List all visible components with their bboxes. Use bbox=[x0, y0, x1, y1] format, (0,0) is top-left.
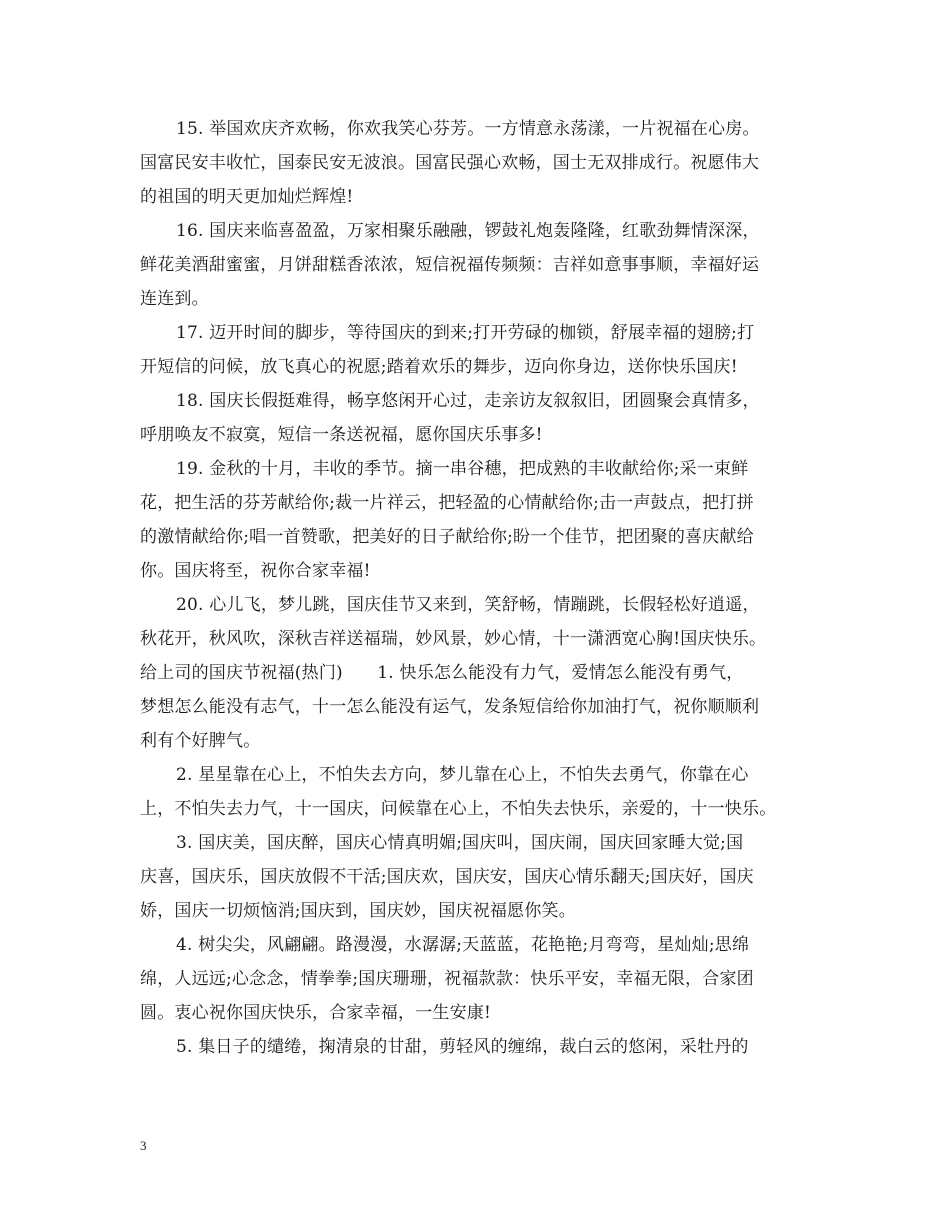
text-line-22: 3. 国庆美，国庆醉，国庆心情真明媚;国庆叫，国庆闹，国庆回家睡大觉;国 bbox=[176, 833, 744, 853]
text-line-6: 连连到。 bbox=[140, 289, 209, 309]
text-line-8: 开短信的问候，放飞真心的祝愿;踏着欢乐的舞步，迈向你身边，送你快乐国庆! bbox=[140, 357, 738, 377]
text-line-13: 的激情献给你;唱一首赞歌，把美好的日子献给你;盼一个佳节，把团聚的喜庆献给 bbox=[140, 527, 754, 547]
text-line-1: 15. 举国欢庆齐欢畅，你欢我笑心芬芳。一方情意永荡漾，一片祝福在心房。 bbox=[176, 119, 760, 139]
text-line-2: 国富民安丰收忙，国泰民安无波浪。国富民强心欢畅，国士无双排成行。祝愿伟大 bbox=[140, 153, 760, 173]
text-line-19: 利有个好脾气。 bbox=[140, 731, 261, 751]
text-line-9: 18. 国庆长假挺难得，畅享悠闲开心过，走亲访友叙叙旧，团圆聚会真情多， bbox=[176, 391, 760, 411]
text-line-4: 16. 国庆来临喜盈盈，万家相聚乐融融，锣鼓礼炮轰隆隆，红歌劲舞情深深， bbox=[176, 221, 760, 241]
text-line-18: 梦想怎么能没有志气，十一怎么能没有运气，发条短信给你加油打气，祝你顺顺利 bbox=[140, 697, 760, 717]
text-line-14: 你。国庆将至，祝你合家幸福! bbox=[140, 561, 371, 581]
text-line-3: 的祖国的明天更加灿烂辉煌! bbox=[140, 187, 354, 207]
text-line-28: 5. 集日子的缱绻，掬清泉的甘甜，剪轻风的缠绵，裁白云的悠闲，采牡丹的 bbox=[176, 1037, 749, 1057]
text-line-16: 秋花开，秋风吹，深秋吉祥送福瑞，妙风景，妙心情，十一潇洒宽心胸!国庆快乐。 bbox=[140, 629, 767, 649]
text-line-26: 绵，人远远;心念念，情拳拳;国庆珊珊，祝福款款：快乐平安，幸福无限，合家团 bbox=[140, 969, 754, 989]
text-line-15: 20. 心儿飞，梦儿跳，国庆佳节又来到，笑舒畅，情蹦跳，长假轻松好逍遥， bbox=[176, 595, 760, 615]
text-line-17: 给上司的国庆节祝福(热门) 1. 快乐怎么能没有力气，爱情怎么能没有勇气， bbox=[140, 663, 744, 683]
page-number: 3 bbox=[140, 1138, 147, 1153]
text-line-5: 鲜花美酒甜蜜蜜，月饼甜糕香浓浓，短信祝福传频频：吉祥如意事事顺，幸福好运 bbox=[140, 255, 760, 275]
text-line-11: 19. 金秋的十月，丰收的季节。摘一串谷穗，把成熟的丰收献给你;采一束鲜 bbox=[176, 459, 749, 479]
text-line-27: 圆。衷心祝你国庆快乐，合家幸福，一生安康! bbox=[140, 1003, 492, 1023]
text-line-25: 4. 树尖尖，风翩翩。路漫漫，水潺潺;天蓝蓝，花艳艳;月弯弯，星灿灿;思绵 bbox=[176, 935, 750, 955]
text-line-7: 17. 迈开时间的脚步，等待国庆的到来;打开劳碌的枷锁，舒展幸福的翅膀;打 bbox=[176, 323, 755, 343]
text-line-24: 娇，国庆一切烦恼消;国庆到，国庆妙，国庆祝福愿你笑。 bbox=[140, 901, 576, 921]
text-line-12: 花，把生活的芬芳献给你;裁一片祥云，把轻盈的心情献给你;击一声鼓点，把打拼 bbox=[140, 493, 754, 513]
text-line-20: 2. 星星靠在心上，不怕失去方向，梦儿靠在心上，不怕失去勇气，你靠在心 bbox=[176, 765, 749, 785]
text-line-23: 庆喜，国庆乐，国庆放假不干活;国庆欢，国庆安，国庆心情乐翻天;国庆好，国庆 bbox=[140, 867, 754, 887]
text-line-10: 呼朋唤友不寂寞，短信一条送祝福，愿你国庆乐事多! bbox=[140, 425, 543, 445]
text-line-21: 上，不怕失去力气，十一国庆，问候靠在心上，不怕失去快乐，亲爱的，十一快乐。 bbox=[140, 799, 777, 819]
document-body bbox=[140, 112, 820, 1064]
